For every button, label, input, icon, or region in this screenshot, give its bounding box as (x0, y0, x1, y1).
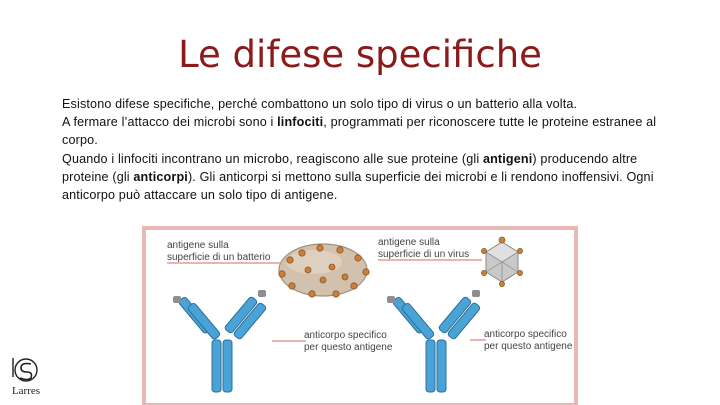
school-logo (8, 355, 44, 403)
label-antibody-left-1: anticorpo specifico (304, 330, 387, 341)
label-antibody-right-1: anticorpo specifico (484, 329, 567, 340)
paragraph-1: Esistono difese specifiche, perché combattono un solo tipo di virus o un batterio alla volta. (62, 97, 578, 111)
slide-body (62, 95, 687, 204)
antibody-antigen-figure (140, 222, 582, 405)
logo-emblem-icon (8, 355, 44, 385)
label-bacterium-1: antigene sulla (167, 240, 229, 251)
slide-title: Le difese specifiche (178, 33, 542, 76)
p2-text-end: , programmati per riconoscere tutte le proteine estranee al corpo. (62, 115, 657, 148)
term-anticorpi: anticorpi (133, 169, 188, 184)
p3-text-end: ). Gli anticorpi si mettono sulla superficie dei microbi e li rendono inoffensivi. Ogni anticorpo può attaccare un solo tipo di antigene. (62, 169, 654, 203)
p3-text-mid: ) producendo altre proteine (gli (62, 151, 638, 184)
term-linfociti: linfociti (277, 115, 324, 130)
paragraph-2 (62, 113, 687, 149)
p3-text: Quando i linfociti incontrano un microbo, reagiscono alle sue proteine (gli (62, 151, 483, 166)
p2-text: A fermare l’attacco dei microbi sono i (62, 115, 278, 130)
term-antigeni: antigeni (482, 151, 533, 166)
logo-text: Larres (11, 385, 41, 397)
label-bacterium-2: superficie di un batterio (167, 252, 271, 263)
paragraph-3 (62, 150, 687, 205)
label-virus-2: superficie di un virus (378, 249, 470, 260)
label-antibody-right-2: per questo antigene (484, 341, 573, 352)
label-virus-1: antigene sulla (378, 237, 440, 248)
label-antibody-left-2: per questo antigene (304, 342, 393, 353)
